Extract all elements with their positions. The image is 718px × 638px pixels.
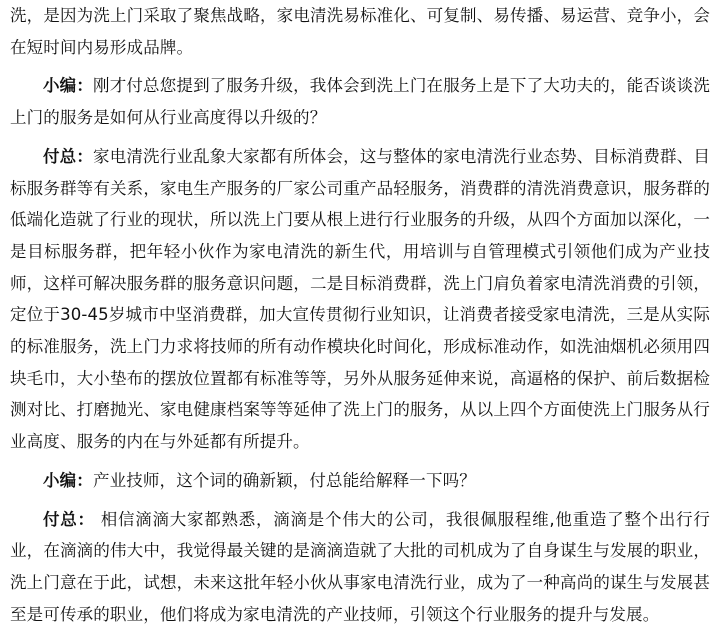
paragraph-text: 刚才付总您提到了服务升级，我体会到洗上门在服务上是下了大功夫的，能否谈谈洗上门的服务是如何从行业高度得以升级的？	[10, 76, 710, 128]
paragraph-text: 洗，是因为洗上门采取了聚焦战略，家电清洗易标准化、可复制、易传播、易运营、竞争小，会在短时间内易形成品牌。	[10, 6, 710, 57]
paragraph-text: 相信滴滴大家都熟悉，滴滴是个伟大的公司，我很佩服程维,他重造了整个出行行业，在滴滴的伟大中，我觉得最关键的是滴滴造就了大批的司机成为了自身谋生与发展的职业，洗上门意在于此，试想，未来这批年轻小伙从事家电清洗行业，成为了一种高尚的谋生与发展甚至是可传承的职业，他们将成为家电清洗的产业技师，引领这个行业服务的提升与发展。	[10, 509, 710, 624]
speaker-label-editor: 小编：	[43, 76, 94, 96]
paragraph-question-service-upgrade	[10, 70, 710, 133]
paragraph-continuation	[10, 0, 710, 63]
paragraph-answer-industry-technician	[10, 504, 710, 631]
paragraph-text: 产业技师，这个词的确新颖，付总能给解释一下吗？	[92, 470, 476, 490]
speaker-label-editor: 小编：	[43, 470, 93, 490]
paragraph-answer-service-upgrade	[10, 141, 710, 458]
speaker-label-fu: 付总：	[43, 509, 95, 529]
speaker-label-fu: 付总：	[43, 146, 94, 166]
paragraph-question-industry-technician	[10, 465, 710, 497]
paragraph-text: 家电清洗行业乱象大家都有所体会，这与整体的家电清洗行业态势、目标消费群、目标服务群等有关系，家电生产服务的厂家公司重产品轻服务，消费群的清洗消费意识，服务群的低端化造就了行业的现状，所以洗上门要从根上进行行业服务的升级，从四个方面加以深化，一是目标服务群，把年轻小伙作为家电清洗的新生代，用培训与自管理模式引领他们成为产业技师，这样可解决服务群的服务意识问题，二是目标消费群，洗上门肩负着家电清洗消费的引领，定位于30-45岁城市中坚消费群，加大宣传贯彻行业知识，让消费者接受家电清洗，三是从实际的标准服务，洗上门力求将技师的所有动作模块化时间化，形成标准动作，如洗油烟机必须用四块毛巾，大小垫布的摆放位置都有标准等等，另外从服务延伸来说，高逼格的保护、前后数据检测对比、打磨抛光、家电健康档案等等延伸了洗上门的服务，从以上四个方面使洗上门服务从行业高度、服务的内在与外延都有所提升。	[10, 146, 710, 452]
